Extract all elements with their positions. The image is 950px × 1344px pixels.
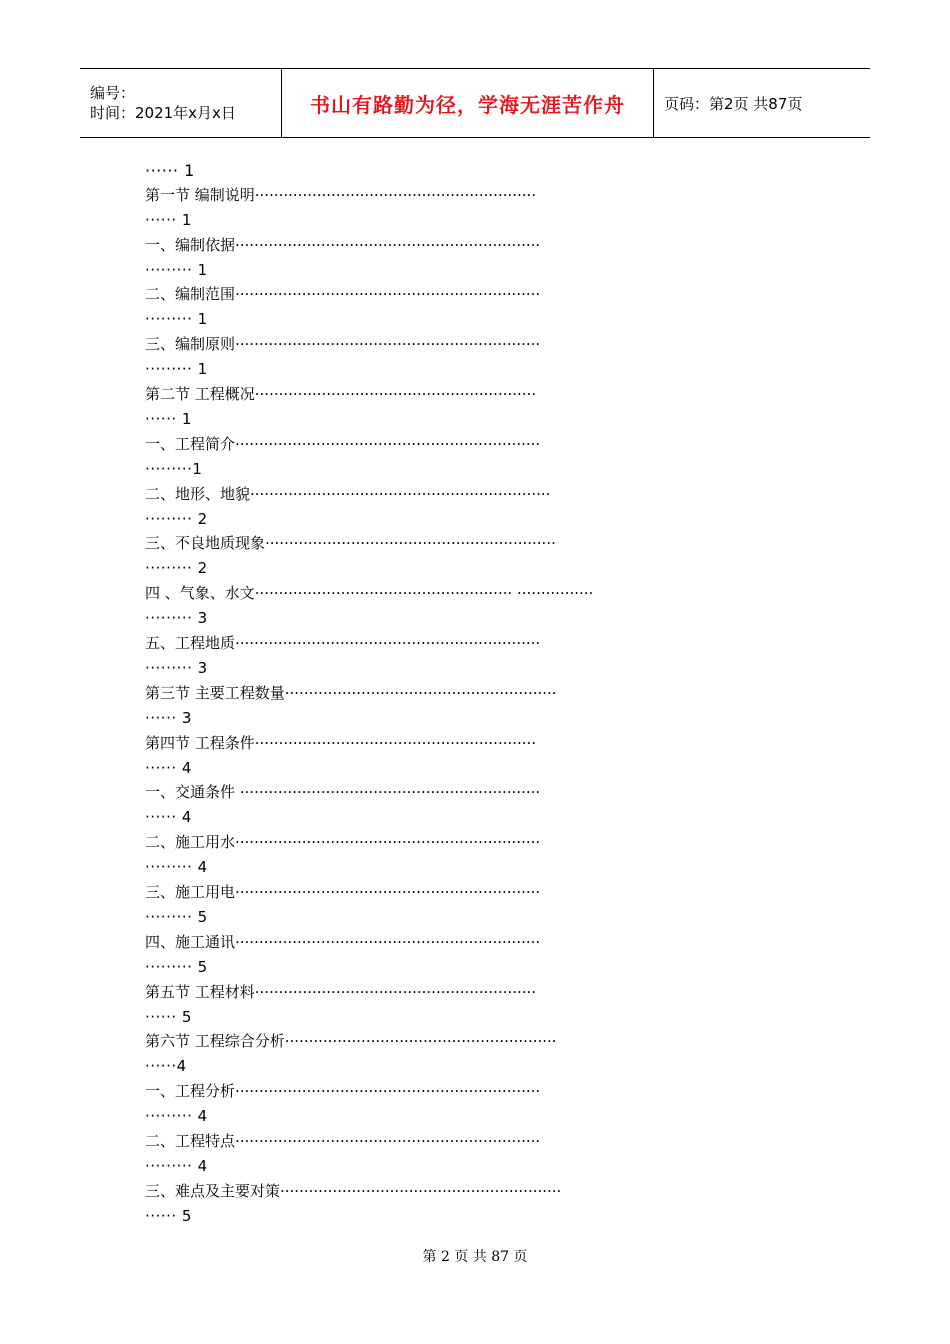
toc-entry-page: ······4 <box>145 1057 187 1076</box>
toc-entry <box>145 930 815 980</box>
toc-entry-title: 第一节 编制说明··························································· <box>145 185 537 204</box>
toc-entry-page: ········· 3 <box>145 609 208 628</box>
toc-entry <box>145 1179 815 1229</box>
toc-entry-title: 第六节 工程综合分析························································· <box>145 1032 557 1051</box>
toc-entry-page: ······ 1 <box>145 210 192 229</box>
toc-entry-title: 五、工程地质································································ <box>145 633 541 652</box>
toc-entry <box>145 1129 815 1179</box>
toc-entry <box>145 830 815 880</box>
header-page-cell <box>654 69 870 137</box>
toc-entry-page: ········· 4 <box>145 1107 208 1126</box>
toc-entry <box>145 282 815 332</box>
toc-entry <box>145 980 815 1030</box>
toc-entry-page: ········· 1 <box>145 260 208 279</box>
toc-entry-page: ········· 2 <box>145 509 208 528</box>
toc-entry-title: 二、地形、地貌······························································· <box>145 484 551 503</box>
toc-entry <box>145 233 815 283</box>
toc-entry <box>145 382 815 432</box>
toc-entry-title: 三、施工用电································································ <box>145 882 541 901</box>
motto: 书山有路勤为径，学海无涯苦作舟 <box>310 92 625 117</box>
page-footer: 第 2 页 共 87 页 <box>422 1249 528 1265</box>
toc-entry <box>145 531 815 581</box>
toc-entry <box>145 482 815 532</box>
toc-entry-title: 三、难点及主要对策··························································· <box>145 1181 562 1200</box>
toc-entry-page: ······ 3 <box>145 708 192 727</box>
toc-entry-title: 二、施工用水································································ <box>145 833 541 852</box>
toc-entry-page: ······ 5 <box>145 1206 192 1225</box>
toc-entry <box>145 880 815 930</box>
code-label: 编号： <box>90 84 136 102</box>
toc-entry-page: ········· 5 <box>145 907 208 926</box>
toc-entry-page: ········· 1 <box>145 310 208 329</box>
toc-entry-page: ········· 4 <box>145 1156 208 1175</box>
toc-entry <box>145 681 815 731</box>
header-motto-cell <box>282 69 654 137</box>
toc-entry <box>145 581 815 631</box>
toc-entry-page: ········· 1 <box>145 360 208 379</box>
toc-entry-page: ······ 1 <box>145 409 192 428</box>
toc-entry <box>145 432 815 482</box>
toc-entry-page: ········· 4 <box>145 858 208 877</box>
header-meta <box>80 69 282 137</box>
toc-entry-page: ······ 5 <box>145 1007 192 1026</box>
toc-entry-title: 一、交通条件 ······························································· <box>145 783 541 802</box>
page-header <box>80 68 870 138</box>
toc-entry-title: 第五节 工程材料··························································· <box>145 982 537 1001</box>
toc-entry-title: 三、不良地质现象····························································· <box>145 534 556 553</box>
toc-entry-title: 二、工程特点································································ <box>145 1131 541 1150</box>
toc-entry-title: 一、工程简介································································ <box>145 434 541 453</box>
toc-entry-title: 一、编制依据································································ <box>145 235 541 254</box>
page-info: 页码：第2页 共87页 <box>664 94 803 113</box>
toc-entry-title: 二、编制范围································································ <box>145 285 541 304</box>
toc-entry-page: ······ 4 <box>145 758 192 777</box>
toc-entry-page: ······ 4 <box>145 808 192 827</box>
toc-entry-title: 三、编制原则································································ <box>145 335 541 354</box>
toc-entry-title: 第二节 工程概况··························································· <box>145 384 537 403</box>
toc-entry-page: ········· 2 <box>145 559 208 578</box>
toc-entry-title: 第四节 工程条件··························································· <box>145 733 537 752</box>
toc-entry <box>145 631 815 681</box>
toc-entry <box>145 731 815 781</box>
toc-entry <box>145 1079 815 1129</box>
toc-entry-title: 四 、气象、水文······················································ ················ <box>145 584 594 603</box>
toc-entry-title: 一、工程分析································································ <box>145 1082 541 1101</box>
toc-entry-page: ·········1 <box>145 459 203 478</box>
toc-first-line: ······ 1 <box>145 161 195 180</box>
toc-entry-page: ········· 3 <box>145 658 208 677</box>
toc-entry <box>145 780 815 830</box>
toc-entry <box>145 183 815 233</box>
time-label: 时间：2021年x月x日 <box>90 104 236 122</box>
toc-entry <box>145 332 815 382</box>
table-of-contents <box>145 158 815 1229</box>
toc-entry <box>145 1029 815 1079</box>
toc-entry-page: ········· 5 <box>145 957 208 976</box>
toc-entries <box>145 183 815 1229</box>
toc-entry-title: 第三节 主要工程数量························································· <box>145 683 557 702</box>
toc-entry-title: 四、施工通讯································································ <box>145 932 541 951</box>
